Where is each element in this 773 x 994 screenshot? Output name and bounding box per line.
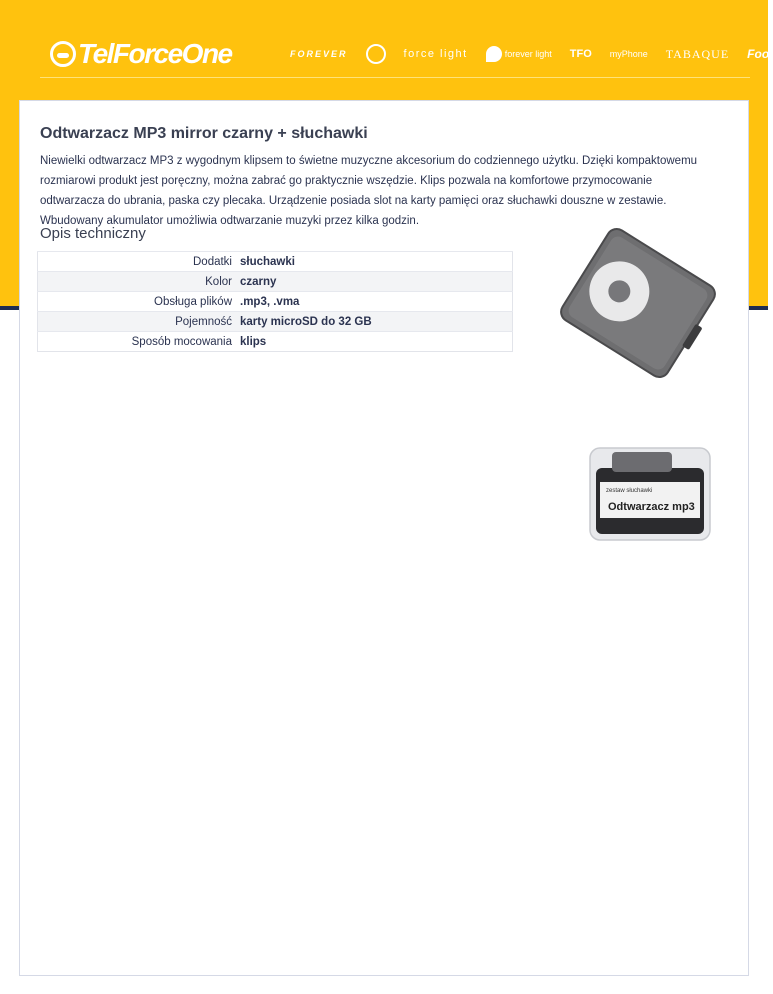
specs-heading: Opis techniczny xyxy=(40,225,146,242)
spec-row xyxy=(38,332,513,352)
forever-light-icon xyxy=(486,46,502,62)
spec-label: Pojemność xyxy=(38,312,237,332)
spec-label: Kolor xyxy=(38,272,237,292)
package-tag: zestaw słuchawki xyxy=(606,488,653,494)
brand-strip xyxy=(290,44,773,64)
brand-forever-light-label: forever light xyxy=(504,48,552,59)
product-description: Niewielki odtwarzacz MP3 z wygodnym klipsem to świetne muzyczne akcesorium do codziennego użytku. Dzięki kompaktowemu rozmiarowi produkt jest poręczny, można zabrać go praktycznie wszędzie. Klips pozwala na komfortowe przymocowanie odtwarzacza do ubrania, paska czy plecaka. Urządzenie posiada slot na karty pamięci oraz słuchawki douszne w zestawie. Wbudowany akumulator umożliwia odtwarzanie muzyki przez kilka godzin. xyxy=(40,155,698,227)
brand-foof[interactable]: Foof xyxy=(747,47,773,61)
spec-value: .mp3, .vma xyxy=(236,292,513,312)
spec-row xyxy=(38,252,513,272)
spec-row xyxy=(38,312,513,332)
spec-value: karty microSD do 32 GB xyxy=(236,312,513,332)
brand-force-light[interactable]: force light xyxy=(403,48,468,60)
logo-text: TelForceOne xyxy=(78,38,232,69)
brand-tfo[interactable]: TFO xyxy=(569,48,592,60)
spec-value: słuchawki xyxy=(236,252,513,272)
package-label: Odtwarzacz mp3 xyxy=(608,501,695,513)
packaged-player-image xyxy=(582,440,717,550)
spec-row xyxy=(38,292,513,312)
header-divider xyxy=(40,77,750,78)
specs-table xyxy=(37,251,513,352)
brand-forever[interactable]: FOREVER xyxy=(290,49,348,59)
player-in-box xyxy=(612,452,672,472)
site-header xyxy=(0,0,773,100)
brand-forever-light[interactable] xyxy=(486,46,552,62)
product-title: Odtwarzacz MP3 mirror czarny + słuchawki xyxy=(40,125,368,142)
brand-myphone[interactable]: myPhone xyxy=(609,48,648,59)
logo-mark-icon xyxy=(50,41,76,67)
spec-value: czarny xyxy=(236,272,513,292)
spec-label: Sposób mocowania xyxy=(38,332,237,352)
mp3-player-image xyxy=(548,228,728,378)
brand-forever-emblem-icon[interactable] xyxy=(366,44,386,64)
spec-value: klips xyxy=(236,332,513,352)
spec-label: Obsługa plików xyxy=(38,292,237,312)
brand-tabaque[interactable]: TABAQUE xyxy=(665,46,730,61)
telforceone-logo[interactable] xyxy=(50,38,232,70)
spec-row xyxy=(38,272,513,292)
spec-label: Dodatki xyxy=(38,252,237,272)
